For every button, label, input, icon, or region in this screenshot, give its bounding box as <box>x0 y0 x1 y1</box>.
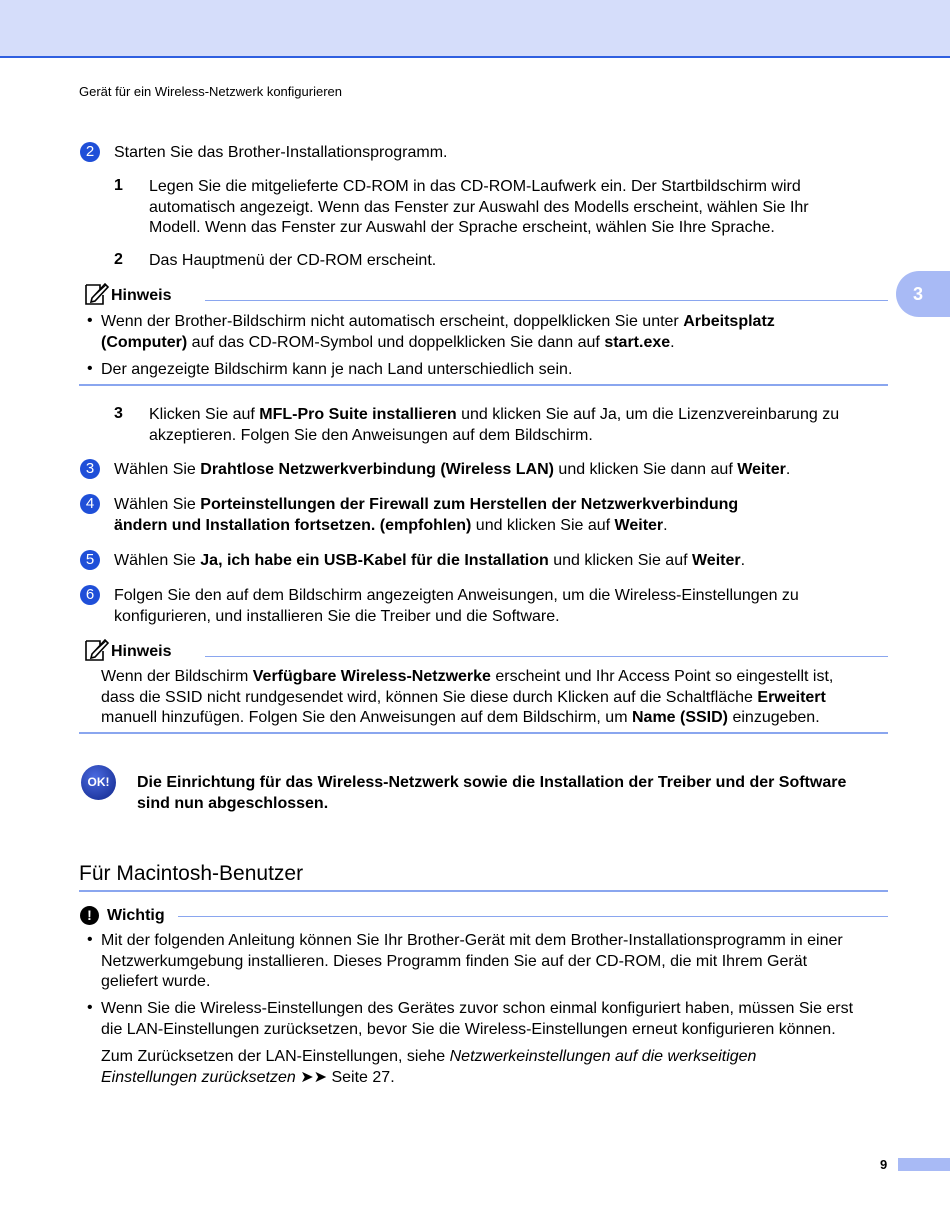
step-6-text: Folgen Sie den auf dem Bildschirm angezeigten Anweisungen, um die Wireless-Einstellungen zu konfigurieren, und installieren Sie die Treiber und die Software. <box>114 587 799 625</box>
step-number-3: 3 <box>80 459 100 479</box>
note-1-bullet-1: Wenn der Brother-Bildschirm nicht automatisch erscheint, doppelklicken Sie unter Arbeitsplatz (Computer) auf das CD-ROM-Symbol und doppelklicken Sie dann auf start.exe. <box>101 313 775 351</box>
note-pencil-icon <box>83 637 109 662</box>
step-4-text: Wählen Sie Porteinstellungen der Firewall zum Herstellen der Netzwerkverbindung ändern und Installation fortsetzen. (empfohlen) und klicken Sie auf Weiter. <box>114 496 739 534</box>
chapter-tab: 3 <box>896 271 950 317</box>
bullet-dot: • <box>87 931 93 948</box>
substep-1-text: Legen Sie die mitgelieferte CD-ROM in das CD-ROM-Laufwerk ein. Der Startbildschirm wird automatisch angezeigt. Wenn das Fenster zur Auswahl des Modells erscheint, wählen Sie Ihr Modell. Wenn das Fenster zur Auswahl der Sprache erscheint, wählen Sie Ihre Sprache. <box>149 178 809 236</box>
page-number: 9 <box>880 1157 888 1172</box>
page-number-bar <box>898 1158 950 1171</box>
step-3-text: Wählen Sie Drahtlose Netzwerkverbindung (Wireless LAN) und klicken Sie dann auf Weiter. <box>114 461 791 478</box>
note-2-text: Wenn der Bildschirm Verfügbare Wireless-Netzwerke erscheint und Ihr Access Point so eingestellt ist, dass die SSID nicht rundgesendet wird, können Sie diese durch Klicken auf die Schaltfläche Erweitert manuell hinzufügen. Folgen Sie den Anweisungen auf dem Bildschirm, um Name (SSID) einzugeben. <box>101 668 834 726</box>
top-banner <box>0 0 950 58</box>
bullet-dot: • <box>87 999 93 1016</box>
note-1-bullet-2: Der angezeigte Bildschirm kann je nach Land unterschiedlich sein. <box>101 361 573 378</box>
bullet-dot: • <box>87 312 93 329</box>
note-1-top-rule <box>205 300 888 301</box>
section-title: Für Macintosh-Benutzer <box>79 862 304 885</box>
step-number-4: 4 <box>80 494 100 514</box>
ok-badge-icon: OK! <box>81 765 116 800</box>
step-number-5: 5 <box>80 550 100 570</box>
step-5-text: Wählen Sie Ja, ich habe ein USB-Kabel für die Installation und klicken Sie auf Weiter. <box>114 552 746 569</box>
note-1-bottom-rule <box>79 384 888 386</box>
important-label: Wichtig <box>107 907 165 924</box>
note-2-top-rule <box>205 656 888 657</box>
substep-number-3: 3 <box>114 405 123 422</box>
bullet-dot: • <box>87 360 93 377</box>
note-pencil-icon <box>83 281 109 306</box>
step-number-6: 6 <box>80 585 100 605</box>
substep-number-1: 1 <box>114 177 123 194</box>
step-2-text: Starten Sie das Brother-Installationsprogramm. <box>114 144 448 161</box>
running-header: Gerät für ein Wireless-Netzwerk konfigurieren <box>79 84 342 99</box>
substep-number-2: 2 <box>114 251 123 268</box>
note-1-label: Hinweis <box>111 287 172 304</box>
exclamation-icon: ! <box>80 906 99 925</box>
section-rule <box>79 890 888 892</box>
step-number-2: 2 <box>80 142 100 162</box>
substep-3-text: Klicken Sie auf MFL-Pro Suite installieren und klicken Sie auf Ja, um die Lizenzvereinbarung zu akzeptieren. Folgen Sie den Anweisungen auf dem Bildschirm. <box>149 406 840 444</box>
completion-message: Die Einrichtung für das Wireless-Netzwerk sowie die Installation der Treiber und der Software sind nun abgeschlossen. <box>137 774 847 812</box>
important-bullet-2: Wenn Sie die Wireless-Einstellungen des Gerätes zuvor schon einmal konfiguriert haben, müssen Sie erst die LAN-Einstellungen zurücksetzen, bevor Sie die Wireless-Einstellungen erneut konfigurieren können. <box>101 1000 854 1038</box>
note-2-bottom-rule <box>79 732 888 734</box>
note-2-label: Hinweis <box>111 643 172 660</box>
substep-2-text: Das Hauptmenü der CD-ROM erscheint. <box>149 252 437 269</box>
important-reference: Zum Zurücksetzen der LAN-Einstellungen, siehe Netzwerkeinstellungen auf die werkseitigen Einstellungen zurücksetzen ➤➤ Seite 27. <box>101 1048 757 1086</box>
important-bullet-1: Mit der folgenden Anleitung können Sie Ihr Brother-Gerät mit dem Brother-Installationsprogramm in einer Netzwerkumgebung installieren. Dieses Programm finden Sie auf der CD-ROM, die mit Ihrem Gerät geliefert wurde. <box>101 932 843 990</box>
important-top-rule <box>178 916 888 917</box>
